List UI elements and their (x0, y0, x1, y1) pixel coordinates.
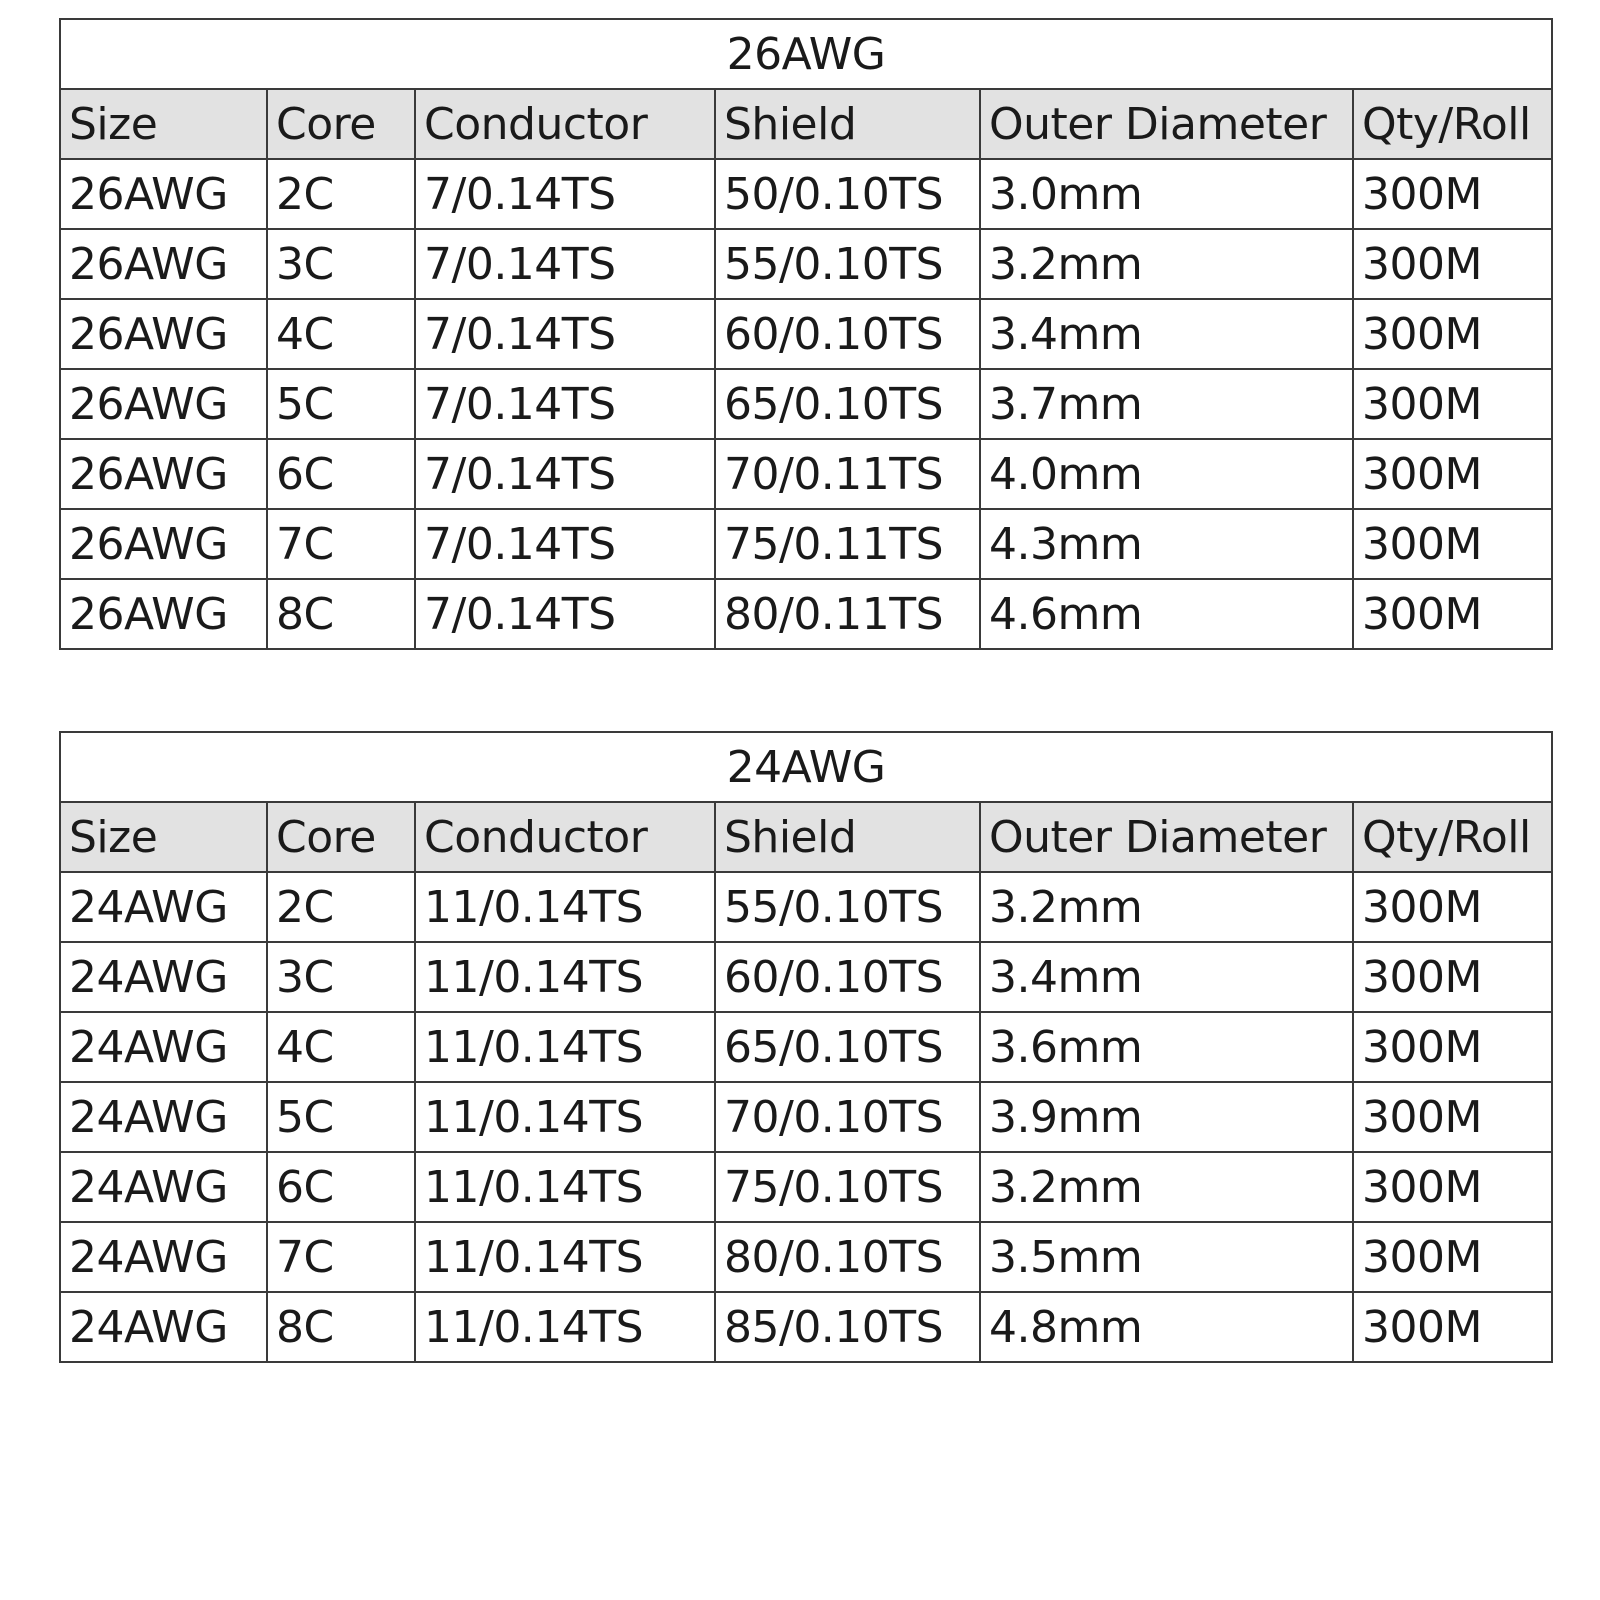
table-cell: 300M (1353, 509, 1552, 579)
table-cell: 300M (1353, 369, 1552, 439)
table-row (60, 1222, 1552, 1292)
column-header: Conductor (415, 802, 715, 872)
table-row (60, 1152, 1552, 1222)
table-cell: 55/0.10TS (715, 872, 980, 942)
table-cell: 6C (267, 439, 415, 509)
table-cell: 85/0.10TS (715, 1292, 980, 1362)
table-cell: 70/0.10TS (715, 1082, 980, 1152)
table-cell: 3.2mm (980, 229, 1353, 299)
table-cell: 50/0.10TS (715, 159, 980, 229)
table-title: 24AWG (60, 732, 1552, 802)
table-row (60, 1012, 1552, 1082)
table-row (60, 872, 1552, 942)
table-cell: 24AWG (60, 1152, 267, 1222)
column-header: Size (60, 802, 267, 872)
table-cell: 5C (267, 1082, 415, 1152)
table-cell: 3.2mm (980, 872, 1353, 942)
table-cell: 7/0.14TS (415, 439, 715, 509)
header-row (60, 802, 1552, 872)
table-cell: 26AWG (60, 369, 267, 439)
table-row (60, 579, 1552, 649)
table-cell: 3.2mm (980, 1152, 1353, 1222)
table-cell: 5C (267, 369, 415, 439)
table-row (60, 1292, 1552, 1362)
table-cell: 3.9mm (980, 1082, 1353, 1152)
table-cell: 26AWG (60, 299, 267, 369)
table-cell: 300M (1353, 439, 1552, 509)
table-cell: 3.7mm (980, 369, 1353, 439)
table-cell: 80/0.11TS (715, 579, 980, 649)
table-cell: 3C (267, 229, 415, 299)
table-cell: 7/0.14TS (415, 159, 715, 229)
table-cell: 3.4mm (980, 299, 1353, 369)
column-header: Shield (715, 802, 980, 872)
table-cell: 65/0.10TS (715, 369, 980, 439)
table-cell: 7C (267, 1222, 415, 1292)
table-title: 26AWG (60, 19, 1552, 89)
table-cell: 26AWG (60, 439, 267, 509)
table-cell: 3.0mm (980, 159, 1353, 229)
table-cell: 300M (1353, 579, 1552, 649)
table-cell: 7/0.14TS (415, 299, 715, 369)
table-cell: 11/0.14TS (415, 942, 715, 1012)
table-cell: 11/0.14TS (415, 1222, 715, 1292)
table-row (60, 439, 1552, 509)
column-header: Size (60, 89, 267, 159)
column-header: Conductor (415, 89, 715, 159)
table-cell: 11/0.14TS (415, 1012, 715, 1082)
table-cell: 300M (1353, 1082, 1552, 1152)
table-cell: 300M (1353, 299, 1552, 369)
table-cell: 3C (267, 942, 415, 1012)
table-cell: 24AWG (60, 1292, 267, 1362)
table-cell: 3.6mm (980, 1012, 1353, 1082)
table-cell: 3.5mm (980, 1222, 1353, 1292)
table-cell: 7/0.14TS (415, 369, 715, 439)
table-cell: 11/0.14TS (415, 872, 715, 942)
table-cell: 4C (267, 1012, 415, 1082)
table-cell: 8C (267, 1292, 415, 1362)
spec-table-26awg (59, 18, 1553, 650)
table-row (60, 369, 1552, 439)
table-cell: 70/0.11TS (715, 439, 980, 509)
table-row (60, 509, 1552, 579)
table-row (60, 299, 1552, 369)
table-cell: 24AWG (60, 1012, 267, 1082)
table-cell: 11/0.14TS (415, 1292, 715, 1362)
table-cell: 24AWG (60, 1222, 267, 1292)
column-header: Shield (715, 89, 980, 159)
table-cell: 7/0.14TS (415, 579, 715, 649)
column-header: Core (267, 802, 415, 872)
table-cell: 4.0mm (980, 439, 1353, 509)
column-header: Qty/Roll (1353, 802, 1552, 872)
table-body (60, 872, 1552, 1362)
table-cell: 24AWG (60, 872, 267, 942)
table-cell: 8C (267, 579, 415, 649)
table-cell: 6C (267, 1152, 415, 1222)
table-cell: 11/0.14TS (415, 1082, 715, 1152)
header-row (60, 89, 1552, 159)
table-cell: 4C (267, 299, 415, 369)
table-cell: 300M (1353, 1012, 1552, 1082)
table-cell: 7/0.14TS (415, 229, 715, 299)
table-cell: 300M (1353, 1222, 1552, 1292)
table-row (60, 229, 1552, 299)
table-cell: 26AWG (60, 509, 267, 579)
table-cell: 75/0.11TS (715, 509, 980, 579)
table-cell: 7C (267, 509, 415, 579)
table-cell: 2C (267, 159, 415, 229)
spec-table-24awg (59, 731, 1553, 1363)
table-body (60, 159, 1552, 649)
table-cell: 24AWG (60, 942, 267, 1012)
table-cell: 4.3mm (980, 509, 1353, 579)
table-cell: 3.4mm (980, 942, 1353, 1012)
table-cell: 24AWG (60, 1082, 267, 1152)
table-row (60, 942, 1552, 1012)
table-cell: 60/0.10TS (715, 299, 980, 369)
table-cell: 80/0.10TS (715, 1222, 980, 1292)
table-cell: 75/0.10TS (715, 1152, 980, 1222)
table-cell: 300M (1353, 159, 1552, 229)
table-cell: 26AWG (60, 229, 267, 299)
table-cell: 300M (1353, 872, 1552, 942)
table-cell: 300M (1353, 229, 1552, 299)
column-header: Outer Diameter (980, 802, 1353, 872)
table-row (60, 159, 1552, 229)
table-cell: 26AWG (60, 579, 267, 649)
table-row (60, 1082, 1552, 1152)
table-cell: 60/0.10TS (715, 942, 980, 1012)
table-cell: 2C (267, 872, 415, 942)
table-cell: 300M (1353, 942, 1552, 1012)
column-header: Core (267, 89, 415, 159)
column-header: Outer Diameter (980, 89, 1353, 159)
table-cell: 300M (1353, 1152, 1552, 1222)
table-cell: 26AWG (60, 159, 267, 229)
table-cell: 7/0.14TS (415, 509, 715, 579)
table-cell: 4.8mm (980, 1292, 1353, 1362)
table-cell: 55/0.10TS (715, 229, 980, 299)
table-cell: 300M (1353, 1292, 1552, 1362)
table-cell: 11/0.14TS (415, 1152, 715, 1222)
column-header: Qty/Roll (1353, 89, 1552, 159)
table-cell: 65/0.10TS (715, 1012, 980, 1082)
table-cell: 4.6mm (980, 579, 1353, 649)
